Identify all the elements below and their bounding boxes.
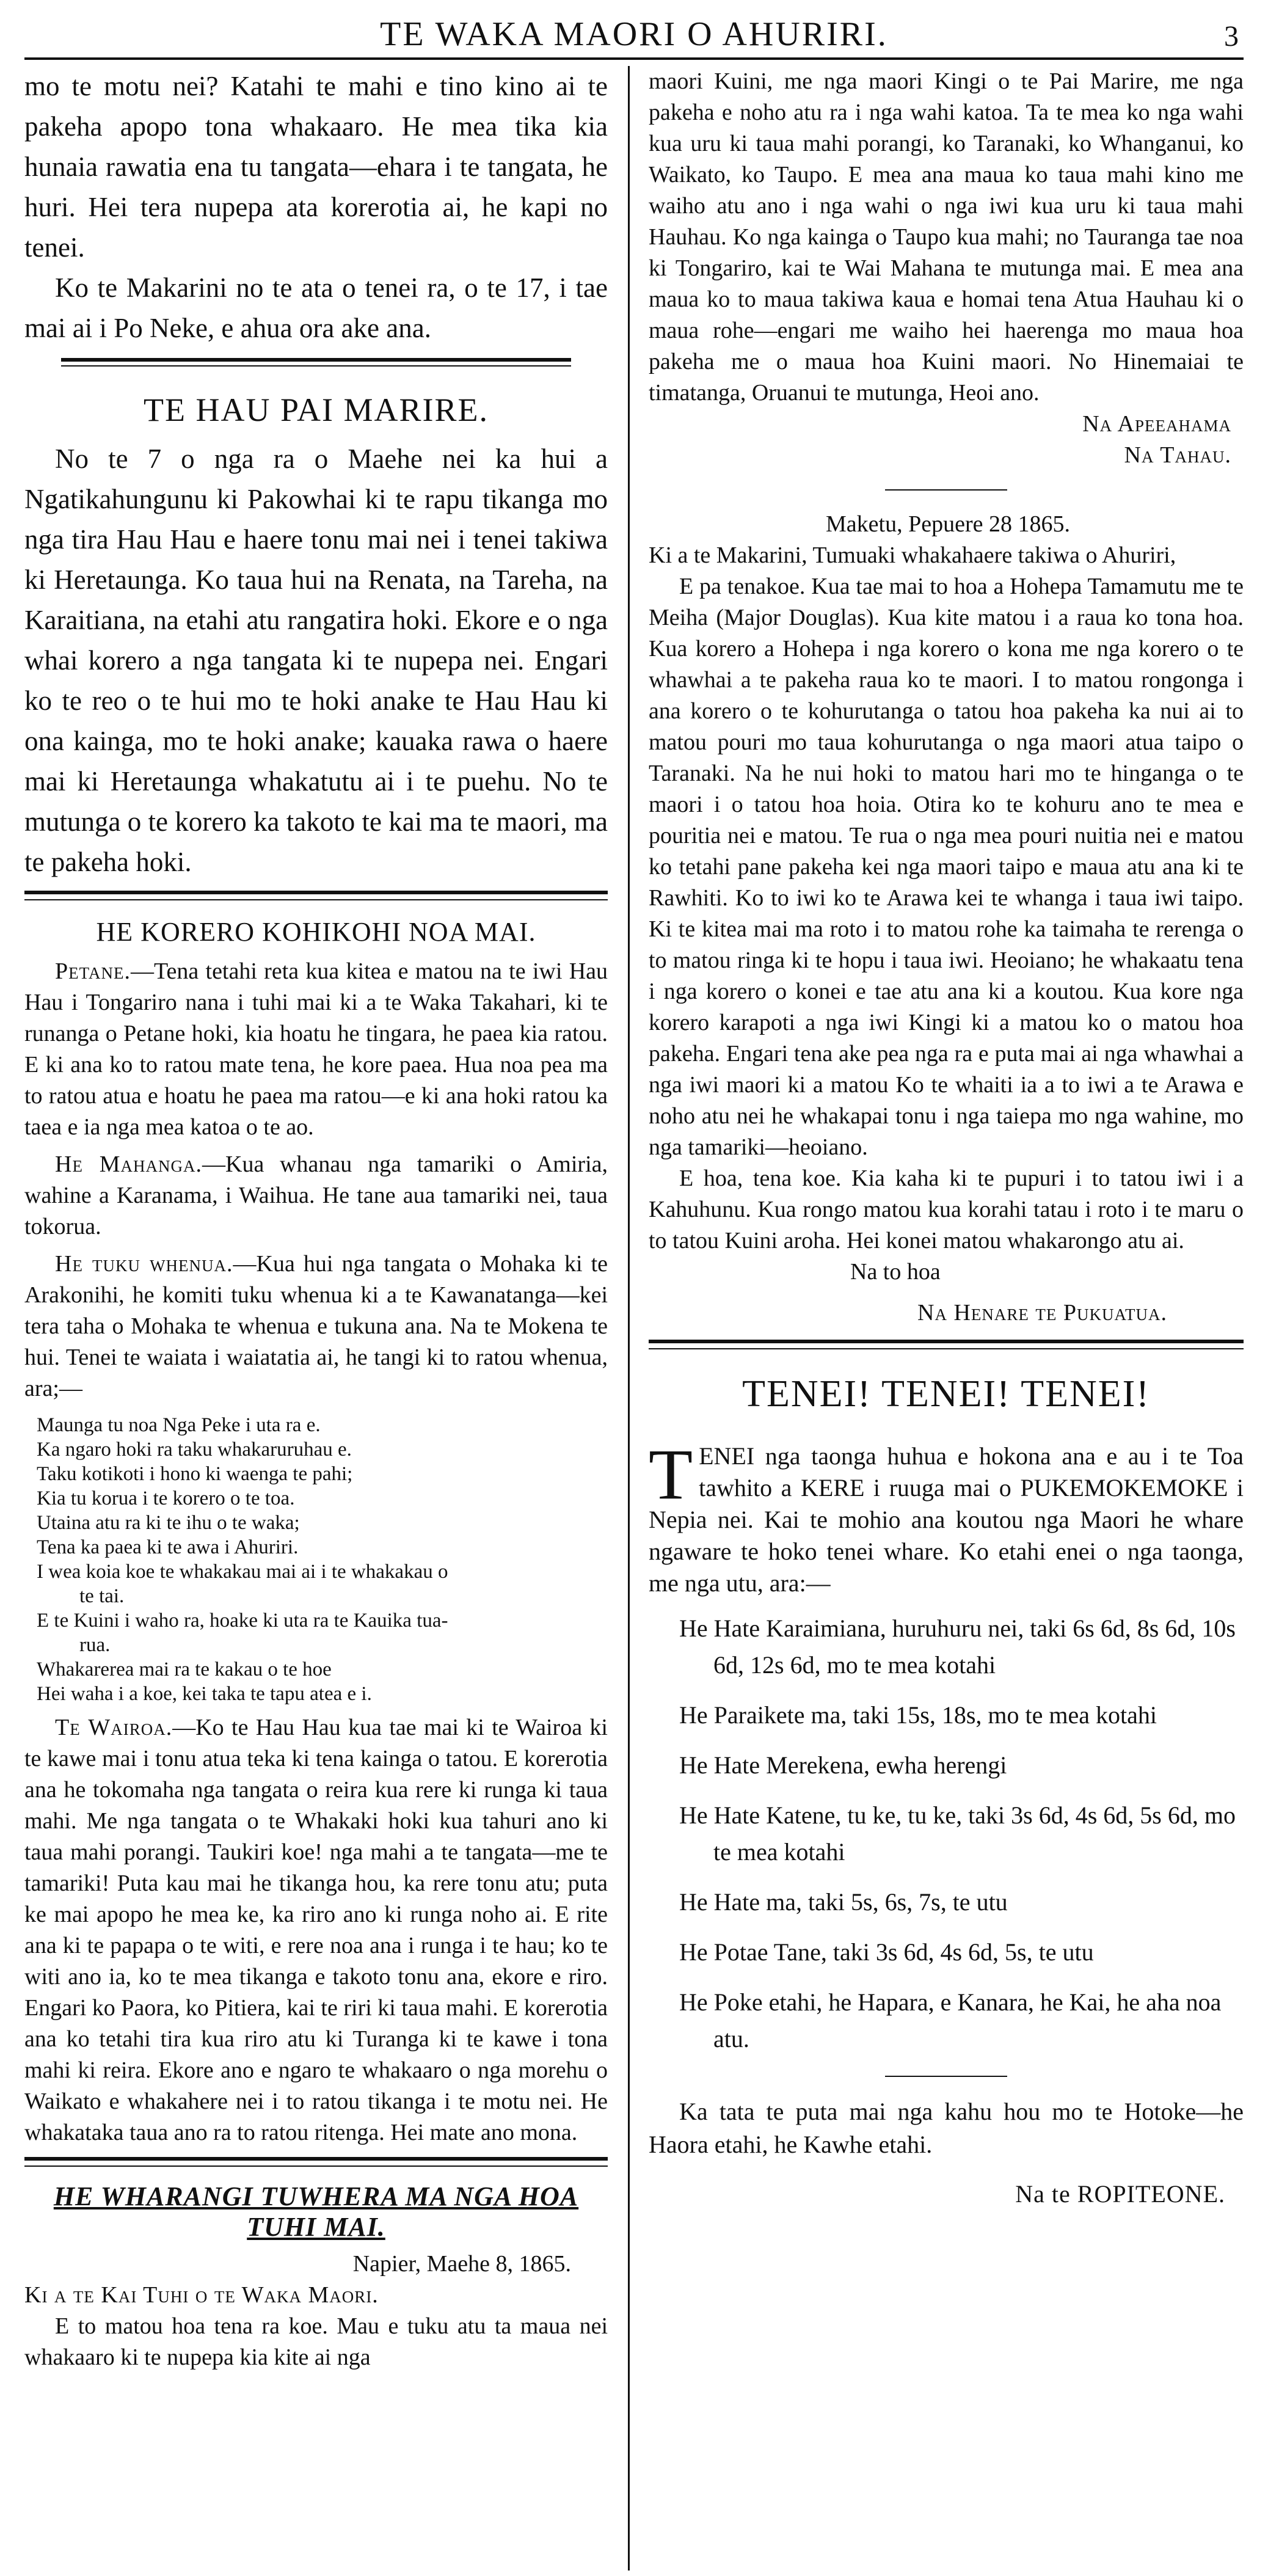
left-column [24,66,608,2373]
verse-line: Taku kotikoti i hono ki waenga te pahi; [37,1463,353,1485]
maketu-closing-1: Na to hoa [850,1259,941,1285]
waiata-verse [37,1413,608,1706]
section-rule [61,358,571,367]
wharangi-heading: HE WHARANGI TUWHERA MA NGA HOA TUHI MAI. [53,2181,579,2242]
right-column [649,66,1244,2209]
verse-line: Utaina atu ra ki te ihu o te waka; [37,1512,300,1534]
maketu-dateline: Maketu, Pepuere 28 1865. [826,511,1070,537]
price-item: He Hate ma, taki 5s, 6s, 7s, te utu [679,1888,1008,1916]
section-rule [649,1340,1244,1349]
maketu-paragraph-1: E pa tenakoe. Kua tae mai to hoa a Hohepa Tamamutu me te Meiha (Major Douglas). Kua kite matou i a raua ko tona hoa. Kua korero a Hohepa i nga korero o kona me nga korero o te whawhai a te pakeha raua ko te maori. I to matou rongonga i ana korero o te kohurutanga o tatou hoa pakeha ka nui ai to matou pouri mo taua kohurutanga o nga maori atua taipo o Taranaki. Na he nui hoki to matou hari mo te hinganga o te maori i o tatou hoa hoia. Otira ko te kohuru ano te mea e pouritia nei e matou. Te rua o nga mea pouri nuitia nei e matou ko tetahi pane pakeha kei nga maori taipo e maua atu ana ki te Rawhiti. Ko to iwi ko te Arawa kei te whanga i taua iwi taipo. Ki te kitea mai ma roto i to matou rohe ka taimaha te rerenga o to matou ringa ki te hopu i taua iwi. Heoiano; he whakaatu tena i nga korero o konei e tae atu ana ki a koutou. Kua kore nga korero karapoti a nga iwi Kingi ki a matou ko o matou hoa pakeha. Engari tena ake pea nga ra e puta mai ai nga whawhai a nga iwi maori ki a matou Ko te whaiti ia a to iwi a te Arawa e noho atu nei he whakapai tonu i nga taiepa mo nga wahine, mo nga tamariki—heoiano. [649,574,1244,1160]
verse-line: te tai. [79,1585,125,1607]
short-rule [885,489,1007,491]
verse-line: Whakarerea mai ra te kakau o te hoe [37,1658,332,1680]
petane-label: Petane. [55,958,131,984]
advert-signature: Na te ROPITEONE. [1015,2180,1225,2208]
verse-line: I wea koia koe te whakakau mai ai i te whakakau o [37,1561,448,1583]
price-item: He Hate Karaimiana, huruhuru nei, taki 6s 6d, 8s 6d, 10s 6d, 12s 6d, mo te mea kotahi [679,1615,1236,1679]
advert-footer: Ka tata te puta mai nga kahu hou mo te Hotoke—he Haora etahi, he Kawhe etahi. [649,2098,1244,2158]
maketu-paragraph-2: E hoa, tena koe. Kia kaha ki te pupuri i to tatou iwi i a Kahuhunu. Kua rongo matou kua korahi tatau i roto i te maru o to tatou Kuini aroha. Hei konei matou whakarongo atu ai. [649,1166,1244,1253]
verse-line: Hei waha i a koe, kei taka te tapu atea e i. [37,1683,372,1705]
maketu-closing-2: Na Henare te Pukuatua. [917,1300,1167,1326]
price-item: He Paraikete ma, taki 15s, 18s, mo te mea kotahi [679,1701,1157,1729]
mahanga-label: He Mahanga. [55,1151,203,1177]
intro-paragraph-2: Ko te Makarini no te ata o tenei ra, o te 17, i tae mai ai i Po Neke, e ahua ora ake ana. [24,272,608,343]
section-rule [24,2157,608,2167]
wharangi-addressee: Ki a te Kai Tuhi o te Waka Maori. [24,2282,379,2308]
verse-line: E te Kuini i waho ra, hoake ki uta ra te Kauika tua- [37,1610,448,1632]
column-divider [628,66,630,2571]
price-item: He Hate Merekena, ewha herengi [679,1751,1007,1779]
advert-price-list [649,1610,1244,2057]
tuku-paragraph [24,1249,608,1404]
short-rule [885,2076,1007,2077]
advert-intro-text: ENEI nga taonga huhua e hokona ana e au i te Toa tawhito a KERE i ruuga mai o PUKEMOKEMOKE i Nepia nei. Kai te mohio ana koutou nga Maori he whare ngaware te hoko tenei whare. Ko etahi enei o nga taonga, me nga utu, ara:— [649,1442,1244,1597]
kohikohi-heading: HE KORERO KOHIKOHI NOA MAI. [96,917,536,947]
verse-line: Maunga tu noa Nga Peke i uta ra e. [37,1414,321,1436]
verse-line: Tena ka paea ki te awa i Ahuriri. [37,1536,299,1558]
verse-line: rua. [79,1634,111,1656]
mahanga-text: —Kua whanau nga tamariki o Amiria, wahine a Karanama, i Waihua. He tane aua tamariki nei, taua tokorua. [24,1151,608,1239]
wharangi-dateline: Napier, Maehe 8, 1865. [352,2251,571,2277]
wairoa-label: Te Wairoa. [55,1715,173,1740]
tuku-label: He tuku whenua. [55,1251,233,1277]
masthead-title: TE WAKA MAORI O AHURIRI. [380,15,888,53]
section-rule [24,891,608,900]
hau-pai-body: No te 7 o nga ra o Maehe nei ka hui a Ngatikahungunu ki Pakowhai ki te rapu tikanga mo nga tira Hau Hau e haere tonu mai nei i tenei takiwa ki Heretaunga. Ko taua hui na Renata, na Tareha, na Karaitiana, na etahi atu rangatira hoki. Ekore e o nga whai korero a nga tangata ki te nupepa nei. Engari ko te reo o te hui mo te hoki anake te Hau Hau ki ona kainga, mo te hoki anake; kauaka rawa o haere mai ki Heretaunga whakatutu ai i te puehu. No te mutunga o te korero ka takoto te kai ma te maori, ma te pakeha hoki. [24,443,608,877]
petane-paragraph [24,956,608,1143]
hau-pai-heading: TE HAU PAI MARIRE. [143,392,489,428]
tuku-text: —Kua hui nga tangata o Mohaka ki te Arakonihi, he komiti tuku whenua ki a te Kawanatanga—kei tera taha o Mohaka te whenua e tukuna ana. Na te Mokena te hui. Tenei te waiata i waiatatia ai, he tangi ki to ratou whenua, ara;— [24,1251,608,1401]
price-item: He Potae Tane, taki 3s 6d, 4s 6d, 5s, te utu [679,1938,1094,1966]
mahanga-paragraph [24,1149,608,1242]
maketu-addressee: Ki a te Makarini, Tumuaki whakahaere takiwa o Ahuriri, [649,542,1176,568]
advert-dropcap: T [649,1434,693,1514]
signature-apeeahama: Na Apeeahama [1082,411,1231,437]
advert-heading: TENEI! TENEI! TENEI! [742,1373,1150,1415]
wairoa-paragraph [24,1712,608,2148]
page-number: 3 [1224,20,1239,53]
continued-letter: maori Kuini, me nga maori Kingi o te Pai Marire, me nga pakeha e noho atu ra i nga wahi katoa. Ta te mea ko nga wahi kua uru ki taua mahi porangi, ko Taranaki, ko Whanganui, ko Waikato, ko Taupo. E mea ana maua ko taua mahi kino me waiho atu ano i nga wahi o nga iwi kua uru ki taua mahi Hauhau. Ko nga kainga o Taupo kua mahi; no Tauranga tae noa ki Tongariro, kai te Wai Mahana te mutunga mai. E mea ana maua ko to maua takiwa kaua e homai tena Atua Hauhau ki o maua rohe—engari me waiho hei haerenga mo maua hoa pakeha me o maua hoa Kuini maori. No Hinemaiai te timatanga, Oruanui te mutunga, Heoi ano. [649,68,1244,406]
advert-intro [649,1434,1244,1599]
verse-line: Kia tu korua i te korero o te toa. [37,1487,295,1509]
masthead [24,9,1244,60]
wairoa-text: —Ko te Hau Hau kua tae mai ki te Wairoa ki te kawe mai i tonu atua teka ki tena kainga o tatou. E korerotia ana he tokomaha nga tangata o reira kua rere ki runga ki taua mahi. Me nga tangata o te Whakaki hoki kua tahuri ano ki taua mahi porangi. Taukiri koe! nga mahi a te tangata—me te tamariki! Puta kau mai he tikanga hou, ka rere tonu atu; puta ke mai apopo he mea ke, ka riro ano ki runga noho ai. E rite ana ki te papapa o te witi, e rere noa ana i runga i te hau; ko te witi ano ia, ko te mea tikanga e takoto tonu ana, ekore e riro. Engari ko Paora, ko Pitiera, kai te riri ki taua mahi. E korerotia ana ko tetahi tira kua riro atu ki Turanga ki te kawe i tona mahi ki reira. Ekore ano e ngaro te whakaaro o nga morehu o Waikato e whakahere nei i to ratou tikanga i te motu nei. He whakataka taua ano ra to ratou ritenga. Hei mate ano mona. [24,1715,608,2145]
price-item: He Hate Katene, tu ke, tu ke, taki 3s 6d, 4s 6d, 5s 6d, mo te mea kotahi [679,1801,1236,1866]
petane-text: —Tena tetahi reta kua kitea e matou na te iwi Hau Hau i Tongariro nana i tuhi mai ki a te Waka Takahari, ki te runanga o Petane hoki, kia hoatu he tingara, he paea kia ratou. E ki ana ko to ratou mate tena, he kore paea. Hua noa pea ma to ratou atua e hoatu he paea ma ratou—e ki ana hoki ratou ka taea e ia nga mea katoa o te ao. [24,958,608,1140]
intro-paragraph-1: mo te motu nei? Katahi te mahi e tino kino ai te pakeha apopo tona whakaaro. He mea tika kia hunaia rawatia ena tu tangata—ehara i te tangata, he huri. Hei tera nupepa ata korerotia ai, he kapi no tenei. [24,71,608,263]
verse-line: Ka ngaro hoki ra taku whakaruruhau e. [37,1439,352,1461]
signature-tahau: Na Tahau. [1124,442,1231,468]
price-item: He Poke etahi, he Hapara, e Kanara, he Kai, he aha noa atu. [679,1988,1222,2052]
wharangi-body: E to matou hoa tena ra koe. Mau e tuku atu ta maua nei whakaaro ki te nupepa kia kite ai nga [24,2313,608,2370]
